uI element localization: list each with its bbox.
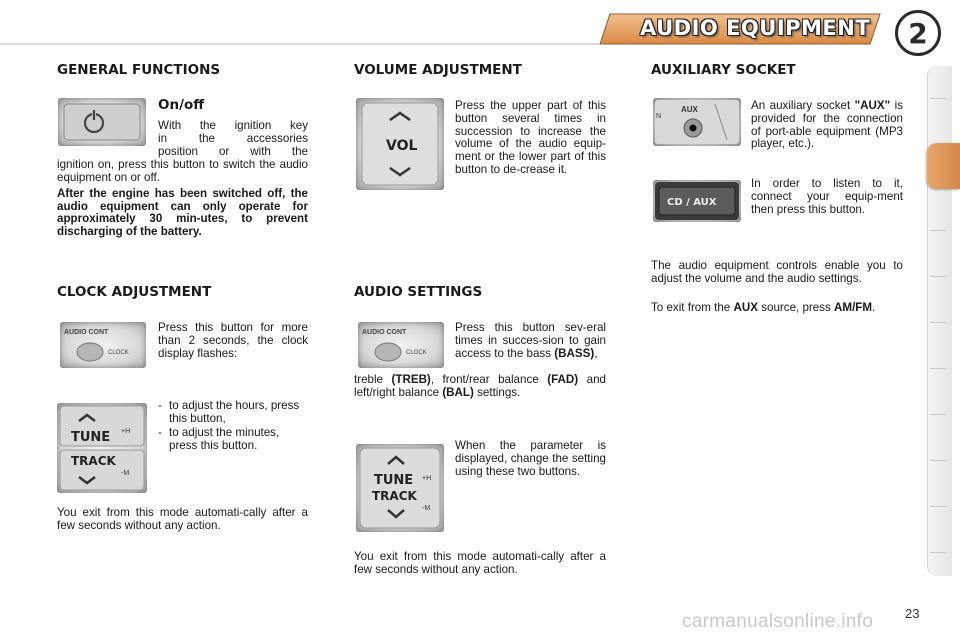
cd-aux-label: CD / AUX (667, 197, 717, 208)
bal-label: (BAL) (442, 385, 474, 399)
side-tab-divider (930, 552, 946, 553)
tune-track-buttons-photo (57, 403, 147, 493)
parameter-text: When the parameter is displayed, change the setting using these two buttons. (455, 439, 606, 478)
audio-cont-button-photo (358, 322, 444, 368)
side-tab-divider (930, 322, 946, 323)
track-label: TRACK (372, 489, 417, 503)
power-button-photo (58, 98, 146, 146)
audio-cont-label: AUDIO CONT (362, 329, 407, 336)
audio-settings-exit-text: You exit from this mode automati-cally after a few seconds without any action. (354, 550, 606, 576)
tune-track-button-photo (356, 444, 444, 532)
chapter-badge: 2 (895, 10, 941, 56)
vol-button-photo (356, 98, 444, 190)
svg-text:-M: -M (121, 470, 130, 477)
aux-socket-label: AUX (681, 105, 698, 114)
side-tab-divider (930, 98, 946, 99)
svg-text:+H: +H (422, 475, 432, 482)
audio-settings-text-b: treble (TREB), front/rear balance (FAD) and left/right balance (BAL) settings. (354, 373, 606, 399)
tune-label: TUNE (374, 473, 414, 488)
aux-source-label: AUX (733, 301, 758, 314)
clock-dash-minutes: - to adjust the minutes, press this button. (158, 426, 280, 452)
controls-text: The audio equipment controls enable you to adjust the volume and the audio settings. (651, 259, 903, 285)
power-icon (58, 98, 146, 146)
vol-label: VOL (386, 138, 418, 154)
svg-text:-M: -M (422, 505, 431, 512)
side-tab-active[interactable] (927, 143, 960, 189)
clock-adjustment-heading: CLOCK ADJUSTMENT (57, 284, 212, 300)
side-tab-divider (930, 414, 946, 415)
aux-listen-text: In order to listen to it, connect your equip-ment then press this button. (751, 177, 903, 216)
onoff-text-line-1: With the ignition key (158, 119, 308, 132)
aux-quote: "AUX" (854, 99, 891, 112)
side-tab-divider (930, 230, 946, 231)
clock-exit-text: You exit from this mode automati-cally after a few seconds without any action. (57, 506, 308, 532)
general-functions-heading: GENERAL FUNCTIONS (57, 62, 221, 78)
page-title: AUDIO EQUIPMENT (640, 16, 871, 40)
exit-aux-text: To exit from the AUX source, press AM/FM. (651, 301, 876, 314)
svg-text:+H: +H (121, 428, 131, 435)
side-tab-divider (930, 460, 946, 461)
aux-jack-icon (690, 125, 697, 132)
audio-settings-text-a: Press this button sev-eral times in succes-sion to gain access to the bass (BASS), (455, 321, 606, 360)
tune-label: TUNE (71, 430, 111, 445)
clock-label: CLOCK (406, 350, 427, 356)
bass-label: (BASS) (554, 346, 595, 360)
aux-text: An auxiliary socket "AUX" is provided for the connection of port-able equipment (MP3 player, etc.). (751, 99, 903, 151)
onoff-title: On/off (158, 97, 205, 113)
svg-text:N: N (656, 113, 662, 120)
treb-label: (TREB) (391, 373, 431, 386)
onoff-text-line-3: position or with the (158, 145, 308, 158)
clock-label: CLOCK (108, 350, 129, 356)
fad-label: (FAD) (547, 373, 579, 386)
aux-socket-photo (653, 98, 741, 146)
volume-adjustment-heading: VOLUME ADJUSTMENT (354, 62, 522, 78)
side-tab-divider (930, 368, 946, 369)
amfm-label: AM/FM (834, 301, 873, 314)
battery-warning: After the engine has been switched off, the audio equipment can only operate for approximately 30 min-utes, to prevent discharging of the battery. (57, 187, 308, 238)
side-tab-divider (930, 506, 946, 507)
cd-aux-button-photo (653, 180, 741, 222)
audio-settings-heading: AUDIO SETTINGS (354, 284, 483, 300)
page-number: 23 (905, 606, 920, 621)
volume-text: Press the upper part of this button several times in succession to increase the volume of the audio equip-ment or the lower part of this button to de-crease it. (455, 99, 606, 176)
audio-cont-label: AUDIO CONT (64, 329, 109, 336)
onoff-text-rest: ignition on, press this button to switch the audio equipment on or off. (57, 158, 308, 184)
clock-press-text: Press this button for more than 2 seconds, the clock display flashes: (158, 321, 308, 360)
track-label: TRACK (71, 454, 116, 468)
side-tab-divider (930, 276, 946, 277)
auxiliary-socket-heading: AUXILIARY SOCKET (651, 62, 796, 78)
onoff-text-line-2: in the accessories (158, 132, 308, 145)
audio-cont-clock-button-photo (60, 322, 146, 368)
clock-dash-hours: - to adjust the hours, press this button, (158, 399, 300, 425)
watermark: carmanualsonline.info (682, 611, 874, 632)
